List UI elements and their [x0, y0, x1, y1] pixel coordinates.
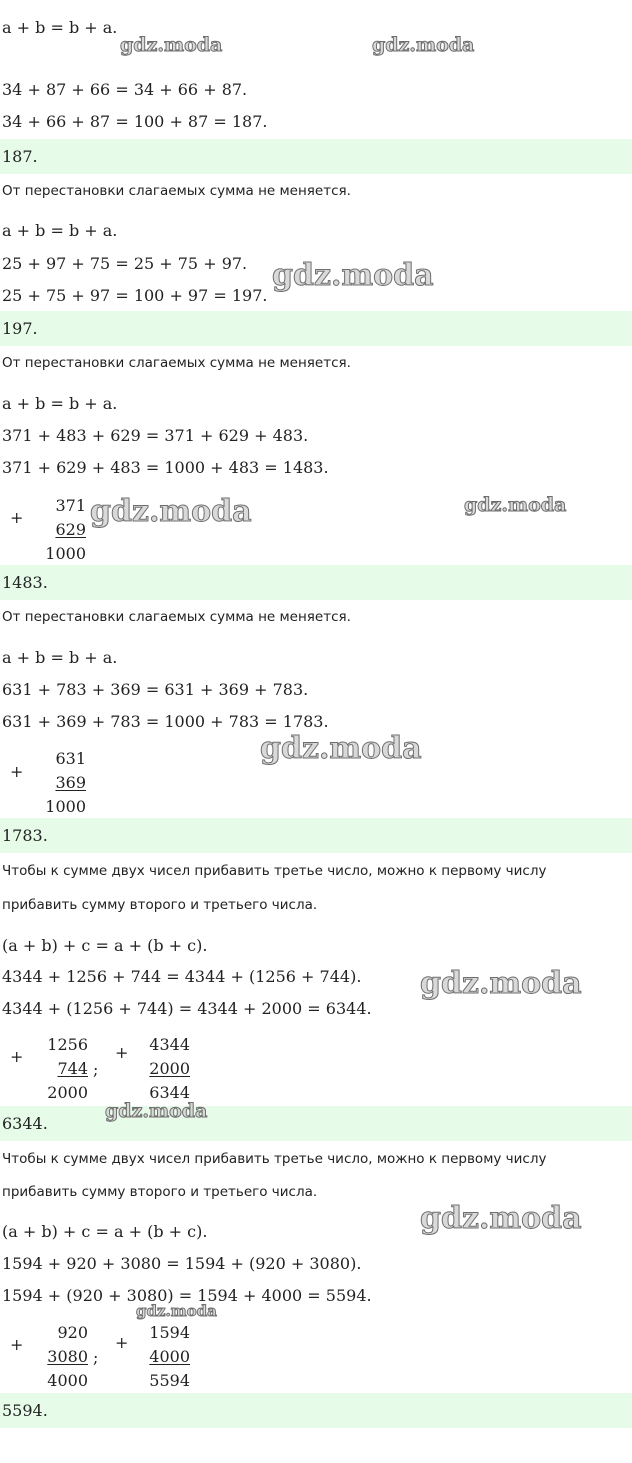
equation-line: 25 + 75 + 97 = 100 + 97 = 197.	[2, 286, 268, 305]
equation-line: 371 + 483 + 629 = 371 + 629 + 483.	[2, 426, 309, 445]
equation-line: 371 + 629 + 483 = 1000 + 483 = 1483.	[2, 458, 329, 477]
equation-line: 34 + 87 + 66 = 34 + 66 + 87.	[2, 80, 248, 99]
equation-line: 1594 + 920 + 3080 = 1594 + (920 + 3080).	[2, 1254, 362, 1273]
column-addition	[36, 1321, 88, 1393]
sum: 5594	[149, 1371, 190, 1390]
rule-text: От перестановки слагаемых сумма не меняется.	[2, 355, 351, 371]
addend: 744	[57, 1059, 88, 1078]
equation-line: 631 + 783 + 369 = 631 + 369 + 783.	[2, 680, 309, 699]
plus-sign: +	[115, 1043, 129, 1062]
watermark-logo: gdz.moda	[136, 1302, 217, 1320]
law-formula: (a + b) + c = a + (b + c).	[2, 936, 208, 955]
watermark-logo: gdz.moda	[464, 494, 567, 516]
answer-bar: 187.	[0, 139, 632, 174]
plus-sign: +	[10, 762, 24, 781]
watermark-logo: gdz.moda	[372, 34, 475, 56]
law-formula: a + b = b + a.	[2, 18, 118, 37]
equation-line: 4344 + 1256 + 744 = 4344 + (1256 + 744).	[2, 967, 362, 986]
rule-text: Чтобы к сумме двух чисел прибавить третье число, можно к первому числу	[2, 863, 547, 879]
answer-bar: 1483.	[0, 565, 632, 600]
answer-bar: 1783.	[0, 818, 632, 853]
sum: 4000	[47, 1371, 88, 1390]
answer-bar: 197.	[0, 311, 632, 346]
rule-text: От перестановки слагаемых сумма не меняется.	[2, 183, 351, 199]
watermark-logo: gdz.moda	[105, 1100, 208, 1122]
watermark-logo: gdz.moda	[260, 731, 422, 766]
equation-line: 25 + 97 + 75 = 25 + 75 + 97.	[2, 254, 248, 273]
addend: 3080	[47, 1347, 88, 1366]
equation-line: 4344 + (1256 + 744) = 4344 + 2000 = 6344.	[2, 999, 372, 1018]
column-addition	[40, 747, 86, 819]
law-formula: (a + b) + c = a + (b + c).	[2, 1222, 208, 1241]
addend: 4000	[149, 1347, 190, 1366]
column-addition	[138, 1033, 190, 1105]
answer-bar: 5594.	[0, 1393, 632, 1428]
sum: 1000	[45, 797, 86, 816]
addend: 631	[55, 749, 86, 768]
watermark-logo: gdz.moda	[90, 494, 252, 529]
sum: 2000	[47, 1083, 88, 1102]
addend: 369	[55, 773, 86, 792]
law-formula: a + b = b + a.	[2, 221, 118, 240]
plus-sign: +	[10, 508, 24, 527]
column-addition	[40, 494, 86, 566]
addend: 2000	[149, 1059, 190, 1078]
equation-line: 631 + 369 + 783 = 1000 + 783 = 1783.	[2, 712, 329, 731]
equation-line: 1594 + (920 + 3080) = 1594 + 4000 = 5594.	[2, 1286, 372, 1305]
answer-bar: 6344.	[0, 1106, 632, 1141]
addend: 371	[55, 496, 86, 515]
plus-sign: +	[10, 1335, 24, 1354]
watermark-logo: gdz.moda	[272, 258, 434, 293]
addend: 920	[57, 1323, 88, 1342]
rule-text: От перестановки слагаемых сумма не меняется.	[2, 609, 351, 625]
addend: 1256	[47, 1035, 88, 1054]
rule-text: Чтобы к сумме двух чисел прибавить третье число, можно к первому числу	[2, 1151, 547, 1167]
rule-text: прибавить сумму второго и третьего числа.	[2, 1184, 318, 1200]
watermark-logo: gdz.moda	[120, 34, 223, 56]
separator: ;	[93, 1060, 99, 1079]
addend: 629	[55, 520, 86, 539]
law-formula: a + b = b + a.	[2, 648, 118, 667]
watermark-logo: gdz.moda	[420, 1201, 582, 1236]
plus-sign: +	[115, 1333, 129, 1352]
separator: ;	[93, 1348, 99, 1367]
law-formula: a + b = b + a.	[2, 394, 118, 413]
addend: 1594	[149, 1323, 190, 1342]
equation-line: 34 + 66 + 87 = 100 + 87 = 187.	[2, 112, 268, 131]
addend: 4344	[149, 1035, 190, 1054]
watermark-logo: gdz.moda	[420, 966, 582, 1001]
sum: 1000	[45, 544, 86, 563]
sum: 6344	[149, 1083, 190, 1102]
column-addition	[138, 1321, 190, 1393]
plus-sign: +	[10, 1047, 24, 1066]
rule-text: прибавить сумму второго и третьего числа.	[2, 897, 318, 913]
column-addition	[36, 1033, 88, 1105]
